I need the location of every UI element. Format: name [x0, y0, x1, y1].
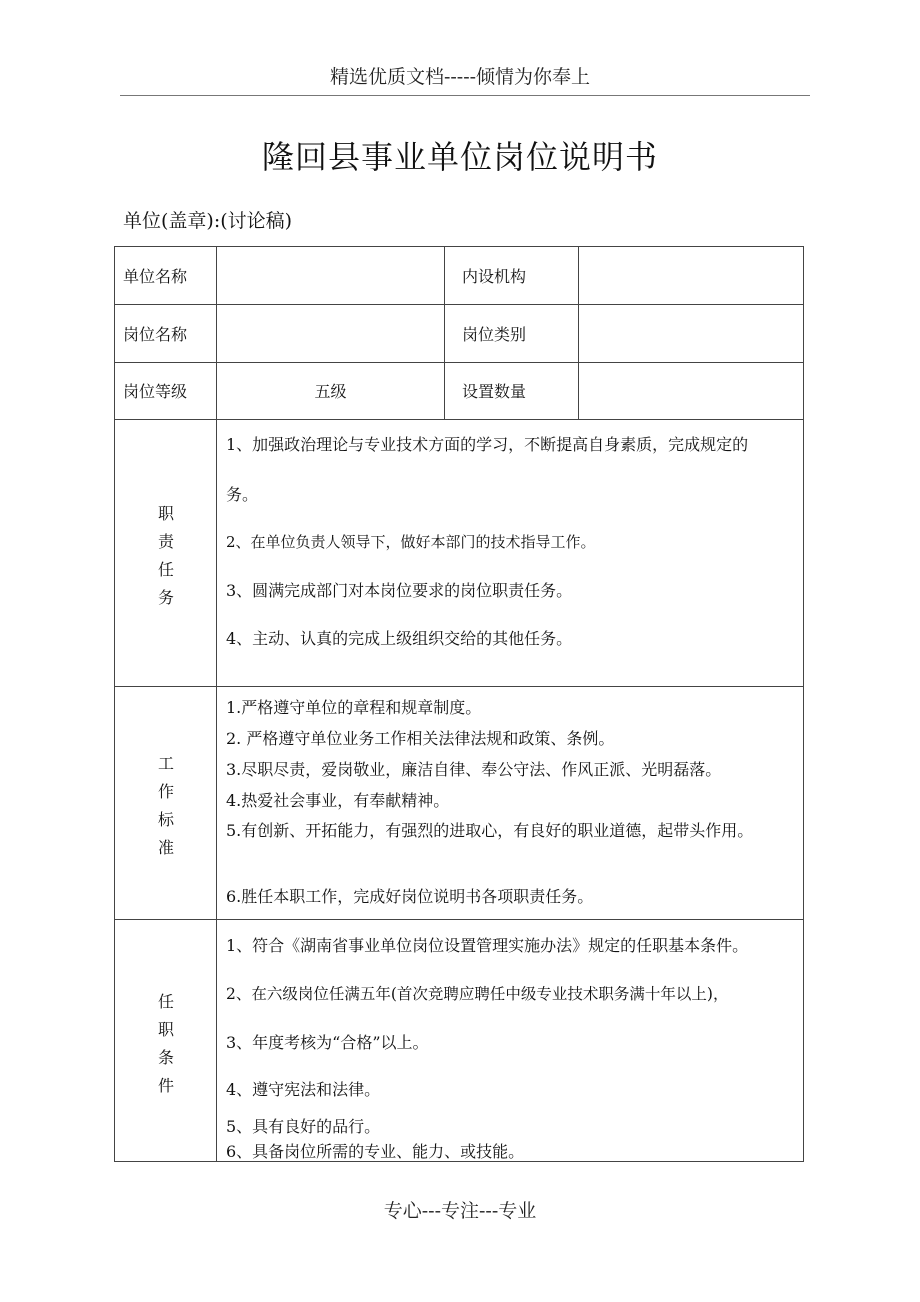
post-grade-label: 岗位等级	[123, 382, 188, 401]
quantity-value	[579, 362, 803, 419]
qualification-item: 6、具备岗位所需的专业、能力、或技能。	[226, 1142, 525, 1161]
qualification-item: 5、具有良好的品行。	[226, 1117, 381, 1136]
standard-item: 1.严格遵守单位的章程和规章制度。	[226, 698, 482, 717]
qualification-item: 2、在六级岗位任满五年(首次竞聘应聘任中级专业技术职务满十年以上)，	[226, 985, 729, 1003]
duties-label: 职 责 任 务	[157, 504, 174, 607]
qualification-item: 4、遵守宪法和法律。	[226, 1080, 381, 1099]
quantity-label: 设置数量	[462, 382, 527, 401]
unit-name-value	[217, 246, 444, 304]
post-category-label: 岗位类别	[462, 324, 527, 344]
internal-org-value	[579, 246, 803, 304]
duty-item: 1、加强政治理论与专业技术方面的学习，不断提高自身素质，完成规定的	[226, 435, 749, 454]
post-name-label: 岗位名称	[123, 324, 188, 344]
document-title: 隆回县事业单位岗位说明书	[261, 138, 658, 176]
header-rule	[120, 95, 810, 96]
post-name-value	[217, 304, 444, 362]
row-divider	[114, 686, 804, 687]
unit-name-label: 单位名称	[123, 266, 188, 286]
standard-item: 2. 严格遵守单位业务工作相关法律法规和政策、条例。	[226, 729, 615, 748]
duty-item: 务。	[226, 485, 259, 504]
standard-item: 5.有创新、开拓能力，有强烈的进取心，有良好的职业道德，起带头作用。	[226, 821, 754, 840]
row-divider	[114, 419, 804, 420]
row-divider	[114, 919, 804, 920]
standard-item: 6.胜任本职工作，完成好岗位说明书各项职责任务。	[226, 887, 594, 906]
post-grade-value: 五级	[314, 382, 347, 401]
qualification-item: 3、年度考核为“合格”以上。	[226, 1033, 429, 1052]
column-divider	[444, 246, 445, 419]
standards-label: 工 作 标 准	[157, 754, 174, 857]
qualification-item: 1、符合《湖南省事业单位岗位设置管理实施办法》规定的任职基本条件。	[226, 936, 749, 955]
post-category-value	[579, 304, 803, 362]
duty-item: 4、主动、认真的完成上级组织交给的其他任务。	[226, 629, 573, 648]
page-header: 精选优质文档-----倾情为你奉上	[329, 66, 591, 88]
standard-item: 3.尽职尽责，爱岗敬业，廉洁自律、奉公守法、作风正派、光明磊落。	[226, 760, 722, 779]
duty-item: 2、在单位负责人领导下，做好本部门的技术指导工作。	[226, 533, 596, 551]
page-footer: 专心---专注---专业	[383, 1200, 537, 1222]
unit-stamp-line: 单位(盖章):(讨论稿)	[123, 210, 293, 232]
qualifications-label: 任 职 条 件	[157, 992, 174, 1095]
duty-item: 3、圆满完成部门对本岗位要求的岗位职责任务。	[226, 581, 573, 600]
internal-org-label: 内设机构	[462, 266, 527, 286]
standard-item: 4.热爱社会事业，有奉献精神。	[226, 791, 450, 810]
